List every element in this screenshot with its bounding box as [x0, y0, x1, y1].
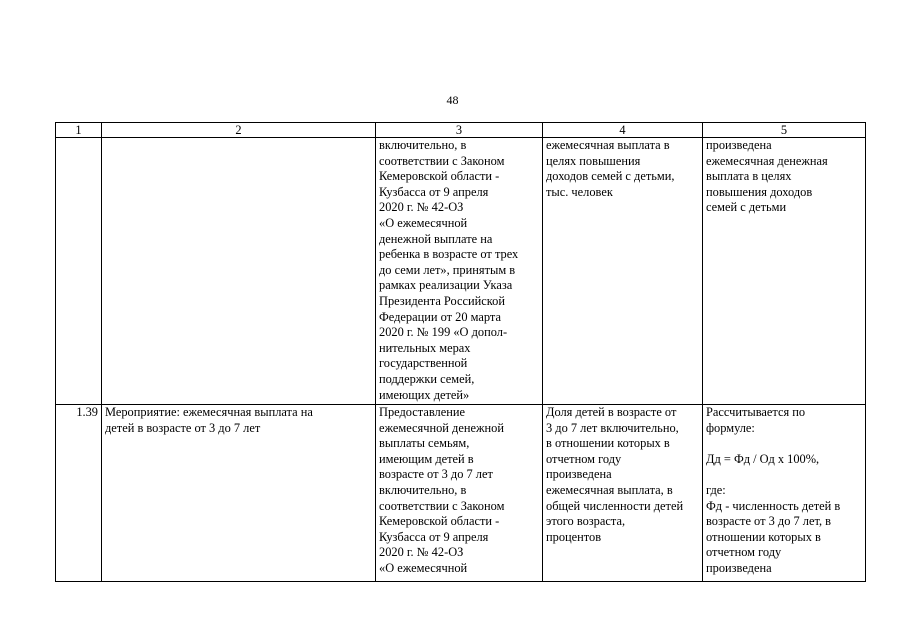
formula-cell: Рассчитывается по формуле: Дд = Фд / Од х 100%, где: Фд - численность детей в возрасте от 3 до 7 лет, в отношении которых в отчетном году произведена [703, 405, 866, 582]
event-cell [102, 138, 376, 405]
table-row-continuation [56, 138, 866, 405]
description-cell: включительно, в соответствии с Законом Кемеровской области - Кузбасса от 9 апреля 2020 г. № 42-ОЗ «О ежемесячной денежной выплате на ребенка в возрасте от трех до семи лет», принятым в рамках реализации Указа Президента Российской Федерации от 20 марта 2020 г. № 199 «О допол- нительных мерах государственной поддержки семей, имеющих детей» [376, 138, 543, 405]
table-row-1-39 [56, 405, 866, 582]
column-header-1: 1 [56, 123, 102, 138]
document-table [55, 122, 866, 582]
table-header-row [56, 123, 866, 138]
event-cell: Мероприятие: ежемесячная выплата на детей в возрасте от 3 до 7 лет [102, 405, 376, 582]
column-header-3: 3 [376, 123, 543, 138]
row-number-cell [56, 138, 102, 405]
column-header-5: 5 [703, 123, 866, 138]
row-number-cell: 1.39 [56, 405, 102, 582]
column-header-2: 2 [102, 123, 376, 138]
formula-cell: произведена ежемесячная денежная выплата в целях повышения доходов семей с детьми [703, 138, 866, 405]
indicator-cell: ежемесячная выплата в целях повышения доходов семей с детьми, тыс. человек [543, 138, 703, 405]
description-cell: Предоставление ежемесячной денежной выплаты семьям, имеющим детей в возрасте от 3 до 7 лет включительно, в соответствии с Законом Кемеровской области - Кузбасса от 9 апреля 2020 г. № 42-ОЗ «О ежемесячной [376, 405, 543, 582]
column-header-4: 4 [543, 123, 703, 138]
page-number: 48 [446, 93, 459, 107]
indicator-cell: Доля детей в возрасте от 3 до 7 лет включительно, в отношении которых в отчетном году произведена ежемесячная выплата, в общей численности детей этого возраста, процентов [543, 405, 703, 582]
